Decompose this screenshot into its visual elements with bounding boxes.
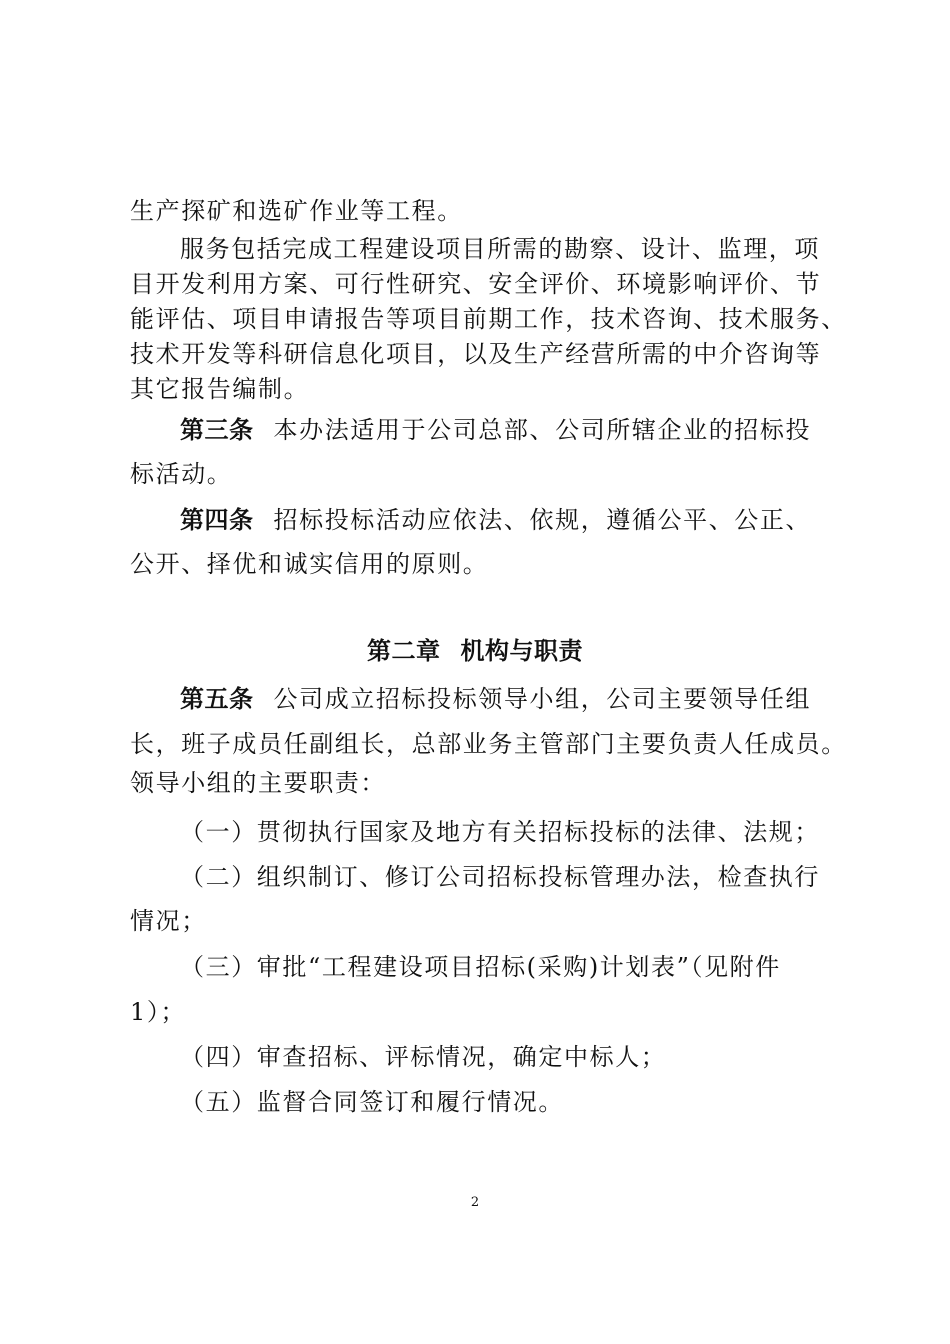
- paragraph-line: 目开发利用方案、可行性研究、安全评价、环境影响评价、节: [130, 270, 822, 298]
- paragraph-line: 生产探矿和选矿作业等工程。: [130, 197, 463, 225]
- list-item: （三）审批“工程建设项目招标(采购)计划表”（见附件: [180, 953, 781, 981]
- article-4-text: 招标投标活动应依法、依规，遵循公平、公正、: [273, 506, 812, 534]
- article-3-text: 本办法适用于公司总部、公司所辖企业的招标投: [273, 416, 812, 444]
- paragraph-line: 技术开发等科研信息化项目，以及生产经营所需的中介咨询等: [130, 340, 822, 368]
- article-5-text: 公司成立招标投标领导小组，公司主要领导任组: [273, 685, 812, 713]
- article-4: [180, 505, 830, 535]
- list-item: （一）贯彻执行国家及地方有关招标投标的法律、法规；: [180, 818, 820, 846]
- paragraph-line: 标活动。: [130, 460, 233, 488]
- paragraph-line: 长，班子成员任副组长，总部业务主管部门主要负责人任成员。: [130, 730, 847, 758]
- list-item: （四）审查招标、评标情况，确定中标人；: [180, 1043, 667, 1071]
- list-item-continuation: 1）；: [130, 998, 187, 1026]
- chapter-title: 机构与职责: [460, 637, 583, 665]
- list-item-continuation: 情况；: [130, 907, 207, 935]
- paragraph-line: 能评估、项目申请报告等项目前期工作，技术咨询、技术服务、: [130, 305, 847, 333]
- article-5-label: 第五条: [180, 685, 254, 713]
- page-number: 2: [470, 1195, 480, 1210]
- article-5: [180, 684, 830, 714]
- chapter-heading: [0, 636, 950, 666]
- paragraph-line: 服务包括完成工程建设项目所需的勘察、设计、监理，项: [180, 235, 820, 263]
- paragraph-line: 其它报告编制。: [130, 375, 310, 403]
- article-3: [180, 415, 830, 445]
- list-item: （五）监督合同签订和履行情况。: [180, 1088, 564, 1116]
- chapter-number: 第二章: [367, 637, 441, 665]
- paragraph-line: 公开、择优和诚实信用的原则。: [130, 550, 489, 578]
- article-4-label: 第四条: [180, 506, 254, 534]
- paragraph-line: 领导小组的主要职责：: [130, 769, 386, 797]
- article-3-label: 第三条: [180, 416, 254, 444]
- list-item: （二）组织制订、修订公司招标投标管理办法，检查执行: [180, 863, 820, 891]
